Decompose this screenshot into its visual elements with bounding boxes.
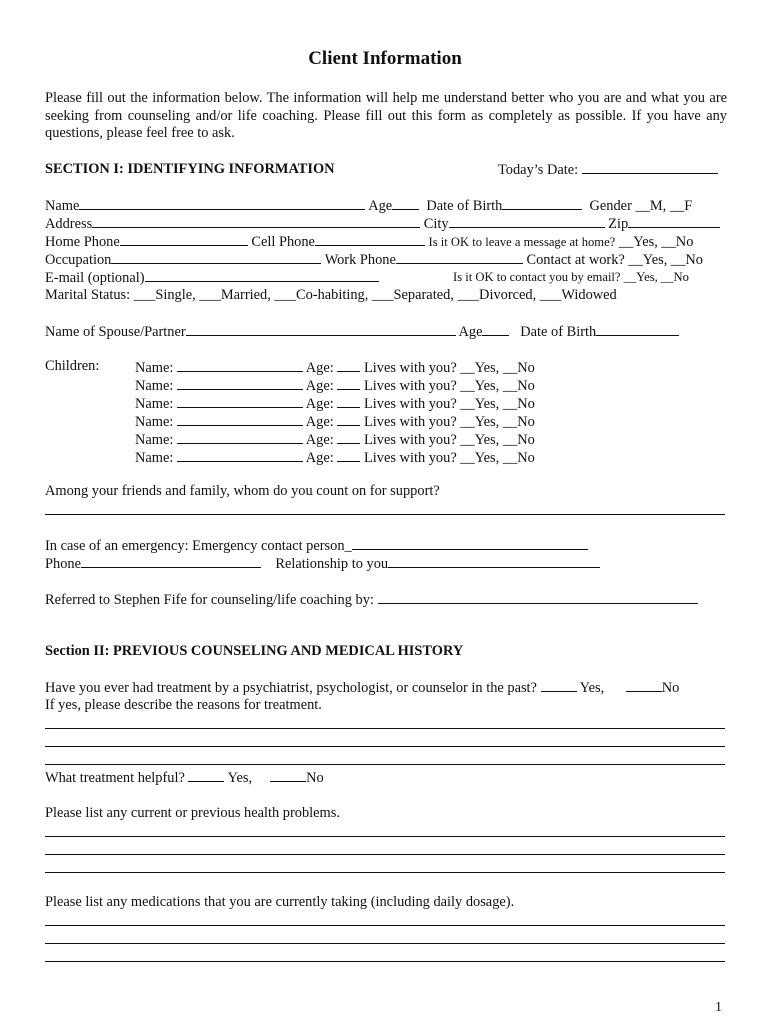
treatment-yes-blank[interactable] <box>541 678 577 692</box>
page-number: 1 <box>715 1000 722 1015</box>
child-row[interactable]: Name: Age: Lives with you? __Yes, __No <box>135 414 535 430</box>
city-blank[interactable] <box>449 214 605 228</box>
todays-date-blank[interactable] <box>582 160 718 174</box>
zip-label: Zip <box>608 216 629 232</box>
address-label: Address <box>45 216 93 232</box>
email-blank[interactable] <box>145 268 379 282</box>
work-phone-label: Work Phone <box>324 252 396 268</box>
email-label: E-mail (optional) <box>45 270 145 286</box>
helpful-no-blank[interactable] <box>270 768 306 782</box>
ok-message-question: Is it OK to leave a message at home? <box>428 235 616 249</box>
answer-line[interactable] <box>45 943 725 944</box>
emergency-contact-row <box>45 536 588 555</box>
spouse-row <box>45 322 679 341</box>
phone-row <box>45 232 693 251</box>
age-label: Age <box>368 198 393 214</box>
children-label: Children: <box>45 358 100 374</box>
support-question: Among your friends and family, whom do you count on for support? <box>45 483 440 499</box>
todays-date-label: Today’s Date: <box>498 162 579 178</box>
address-blank[interactable] <box>92 214 420 228</box>
home-phone-blank[interactable] <box>120 232 248 246</box>
answer-line[interactable] <box>45 764 725 765</box>
spouse-age-label: Age <box>458 324 483 340</box>
relationship-label: Relationship to you <box>275 556 389 572</box>
ok-email-options[interactable]: __Yes, __No <box>623 270 689 284</box>
helpful-yes-blank[interactable] <box>188 768 224 782</box>
answer-line[interactable] <box>45 872 725 873</box>
child-row[interactable]: Name: Age: Lives with you? __Yes, __No <box>135 450 535 466</box>
no-label: No <box>306 770 324 786</box>
ok-email-question: Is it OK to contact you by email? <box>453 270 621 284</box>
answer-line[interactable] <box>45 854 725 855</box>
emergency-phone-label: Phone <box>45 556 81 572</box>
helpful-question: What treatment helpful? <box>45 770 185 786</box>
spouse-dob-label: Date of Birth <box>520 324 597 340</box>
answer-line[interactable] <box>45 961 725 962</box>
age-blank[interactable] <box>392 196 419 210</box>
section-1-heading: SECTION I: IDENTIFYING INFORMATION <box>45 161 335 177</box>
marital-status-row[interactable]: Marital Status: ___Single, ___Married, ___Co-habiting, ___Separated, ___Divorced, ___Widowed <box>45 287 617 303</box>
treatment-question-row: Have you ever had treatment by a psychiatrist, psychologist, or counselor in the past? Yes, No <box>45 680 680 696</box>
name-label: Name <box>45 198 80 214</box>
yes-label: Yes <box>579 680 601 696</box>
spouse-label: Name of Spouse/Partner <box>45 324 186 340</box>
name-blank[interactable] <box>79 196 365 210</box>
no-label: No <box>661 680 680 696</box>
occupation-blank[interactable] <box>111 250 321 264</box>
spouse-blank[interactable] <box>186 322 456 336</box>
dob-blank[interactable] <box>502 196 582 210</box>
yes-label: Yes <box>227 770 249 786</box>
gender-options[interactable]: Gender __M, __F <box>589 198 693 214</box>
child-row[interactable]: Name: Age: Lives with you? __Yes, __No <box>135 396 535 412</box>
address-row <box>45 214 720 233</box>
cell-phone-blank[interactable] <box>315 232 425 246</box>
name-row <box>45 196 692 215</box>
treatment-reasons-prompt: If yes, please describe the reasons for treatment. <box>45 697 322 713</box>
contact-at-work-options[interactable]: __Yes, __No <box>628 252 703 268</box>
cell-phone-label: Cell Phone <box>251 234 315 250</box>
page-title: Client Information <box>308 48 462 69</box>
answer-line[interactable] <box>45 728 725 729</box>
emergency-contact-blank[interactable] <box>352 536 588 550</box>
spouse-age-blank[interactable] <box>482 322 509 336</box>
emergency-contact-label: In case of an emergency: Emergency contact person_ <box>45 538 352 554</box>
work-phone-blank[interactable] <box>396 250 523 264</box>
intro-paragraph: Please fill out the information below. The information will help me understand better who you are and what you are seeking from counseling and/or life coaching. Please fill out this form as completely as possible. If you have any questions, please feel free to ask. <box>45 90 727 141</box>
spouse-dob-blank[interactable] <box>596 322 679 336</box>
ok-message-options[interactable]: __Yes, __No <box>618 234 694 250</box>
todays-date-field[interactable] <box>498 160 718 179</box>
occupation-label: Occupation <box>45 252 112 268</box>
treatment-no-blank[interactable] <box>626 678 662 692</box>
health-problems-prompt: Please list any current or previous health problems. <box>45 805 340 821</box>
contact-at-work-question: Contact at work? <box>526 252 625 268</box>
contact-email-row <box>453 268 689 286</box>
relationship-blank[interactable] <box>388 554 600 568</box>
support-answer-line[interactable] <box>45 514 725 515</box>
section-2-heading: Section II: PREVIOUS COUNSELING AND MEDICAL HISTORY <box>45 643 464 659</box>
child-row[interactable]: Name: Age: Lives with you? __Yes, __No <box>135 378 535 394</box>
home-phone-label: Home Phone <box>45 234 120 250</box>
emergency-phone-blank[interactable] <box>81 554 261 568</box>
email-row <box>45 268 379 287</box>
city-label: City <box>420 216 449 232</box>
answer-line[interactable] <box>45 925 725 926</box>
treatment-helpful-row: What treatment helpful? Yes, No <box>45 770 324 786</box>
answer-line[interactable] <box>45 836 725 837</box>
child-row[interactable]: Name: Age: Lives with you? __Yes, __No <box>135 432 535 448</box>
answer-line[interactable] <box>45 746 725 747</box>
occupation-row <box>45 250 703 269</box>
child-row[interactable]: Name: Age: Lives with you? __Yes, __No <box>135 360 535 376</box>
medications-prompt: Please list any medications that you are currently taking (including daily dosage). <box>45 894 515 910</box>
treatment-question: Have you ever had treatment by a psychiatrist, psychologist, or counselor in the past? <box>45 680 537 696</box>
zip-blank[interactable] <box>628 214 720 228</box>
referred-label: Referred to Stephen Fife for counseling/life coaching by: <box>45 592 374 608</box>
referred-row <box>45 590 698 609</box>
referred-blank[interactable] <box>378 590 698 604</box>
emergency-phone-row <box>45 554 600 573</box>
dob-label: Date of Birth <box>426 198 503 214</box>
